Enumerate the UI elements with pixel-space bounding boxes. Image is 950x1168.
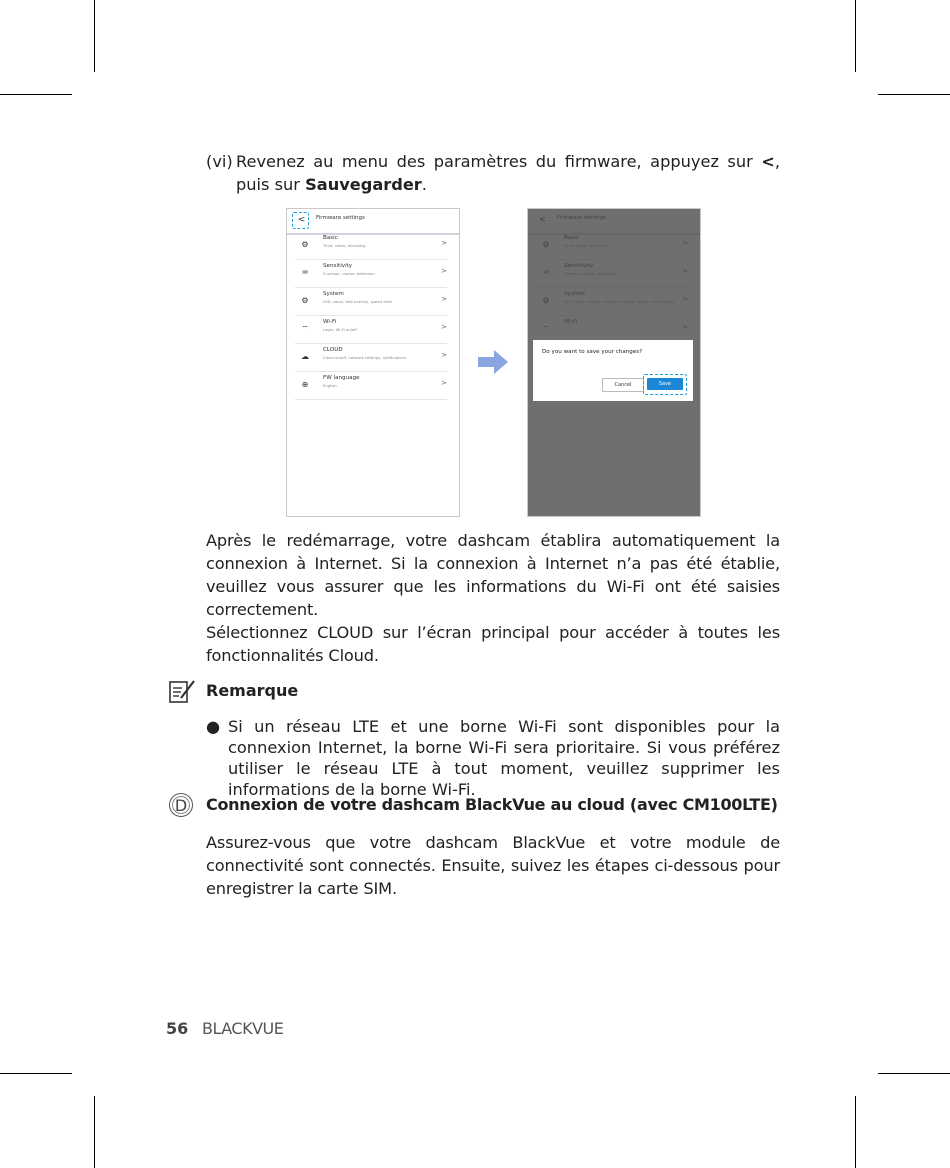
note-bullet: [206, 716, 780, 800]
paragraph-cloud: Sélectionnez CLOUD sur l’écran principal pour accéder à toutes les fonctionnalités Cloud.: [206, 623, 780, 665]
step-vi: [206, 150, 780, 196]
dialog-question: Do you want to save your changes?: [542, 349, 643, 355]
row-label: Sensitivity: [323, 263, 353, 269]
settings-row[interactable]: [295, 231, 447, 260]
highlight-box: [643, 374, 687, 395]
row-subtitle: LED, voice, text overlay, speed alert: [323, 299, 392, 304]
settings-row[interactable]: [295, 343, 447, 372]
bullet-dot-icon: ●: [206, 717, 221, 736]
globe-icon: ⊕: [301, 380, 309, 389]
row-label: System: [323, 291, 344, 297]
chevron-right-icon: >: [441, 239, 447, 247]
step-bold-label: Sauvegarder: [305, 175, 422, 194]
back-chevron-icon: <: [761, 152, 775, 171]
gears-icon: ⚙: [301, 296, 309, 305]
step-text: Revenez au menu des paramètres du firmware, appuyez sur <, puis sur Sauvegarder.: [236, 152, 780, 194]
back-icon[interactable]: <: [297, 215, 306, 225]
gear-icon: ⚙: [301, 240, 309, 249]
phone-screen-settings: [286, 208, 460, 517]
save-dialog: [533, 340, 693, 401]
crop-mark: [94, 0, 95, 72]
crop-mark: [878, 94, 950, 95]
row-subtitle: Time, video, recording: [323, 243, 366, 248]
sensitivity-icon: ♒: [301, 268, 309, 277]
cancel-button[interactable]: Cancel: [602, 378, 644, 392]
crop-mark: [855, 0, 856, 72]
crop-mark: [878, 1073, 950, 1074]
settings-row[interactable]: [295, 315, 447, 344]
chevron-right-icon: >: [441, 267, 447, 275]
settings-row[interactable]: [295, 371, 447, 400]
row-label: Wi-Fi: [323, 319, 337, 325]
paragraph-section-d: Assurez-vous que votre dashcam BlackVue et votre module de connectivité sont connectés. Ensuite, suivez les étapes ci-dessous pour enregistrer la carte SIM.: [206, 833, 780, 898]
highlight-box: [292, 212, 309, 229]
note-bullet-text: Si un réseau LTE et une borne Wi-Fi sont disponibles pour la connexion Internet, la borne Wi-Fi sera prioritaire. Si vous préférez utiliser le réseau LTE à tout moment, veuillez supprimer les informations de la borne Wi-Fi.: [228, 717, 780, 799]
chevron-right-icon: >: [441, 379, 447, 387]
step-number: (vi): [206, 152, 233, 171]
crop-mark: [94, 1096, 95, 1168]
cloud-icon: ☁: [301, 352, 309, 361]
wifi-icon: ⌔: [301, 324, 309, 333]
row-subtitle: Cloud on/off, network settings, notifications: [323, 355, 406, 360]
note-pencil-icon: [168, 678, 196, 704]
chevron-right-icon: >: [441, 323, 447, 331]
chevron-right-icon: >: [441, 295, 447, 303]
row-subtitle: Login, Wi-Fi on/off: [323, 327, 357, 332]
row-subtitle: G-sensor, motion detection: [323, 271, 375, 276]
settings-row[interactable]: [295, 287, 447, 316]
page-number: 56: [166, 1019, 189, 1038]
arrow-right-icon: [478, 350, 508, 374]
save-button[interactable]: Save: [647, 378, 683, 390]
row-label: Basic: [323, 235, 338, 241]
section-letter-icon: D: [169, 793, 193, 817]
section-title: Connexion de votre dashcam BlackVue au cloud (avec CM100LTE): [206, 795, 778, 814]
settings-row[interactable]: [295, 259, 447, 288]
row-subtitle: English: [323, 383, 337, 388]
row-label: CLOUD: [323, 347, 343, 353]
footer-brand: BLACKVUE: [202, 1019, 284, 1038]
screen-title: Firmware settings: [316, 215, 365, 221]
phone-screen-save-dialog: [527, 208, 701, 517]
row-label: FW language: [323, 375, 360, 381]
note-title: Remarque: [206, 681, 299, 700]
paragraph-restart: Après le redémarrage, votre dashcam établira automatiquement la connexion à Internet. Si la connexion à Internet n’a pas été établie, veuillez vous assurer que les informations du Wi-Fi ont été saisies correctement.: [206, 531, 780, 619]
crop-mark: [0, 1073, 72, 1074]
chevron-right-icon: >: [441, 351, 447, 359]
crop-mark: [855, 1096, 856, 1168]
crop-mark: [0, 94, 72, 95]
